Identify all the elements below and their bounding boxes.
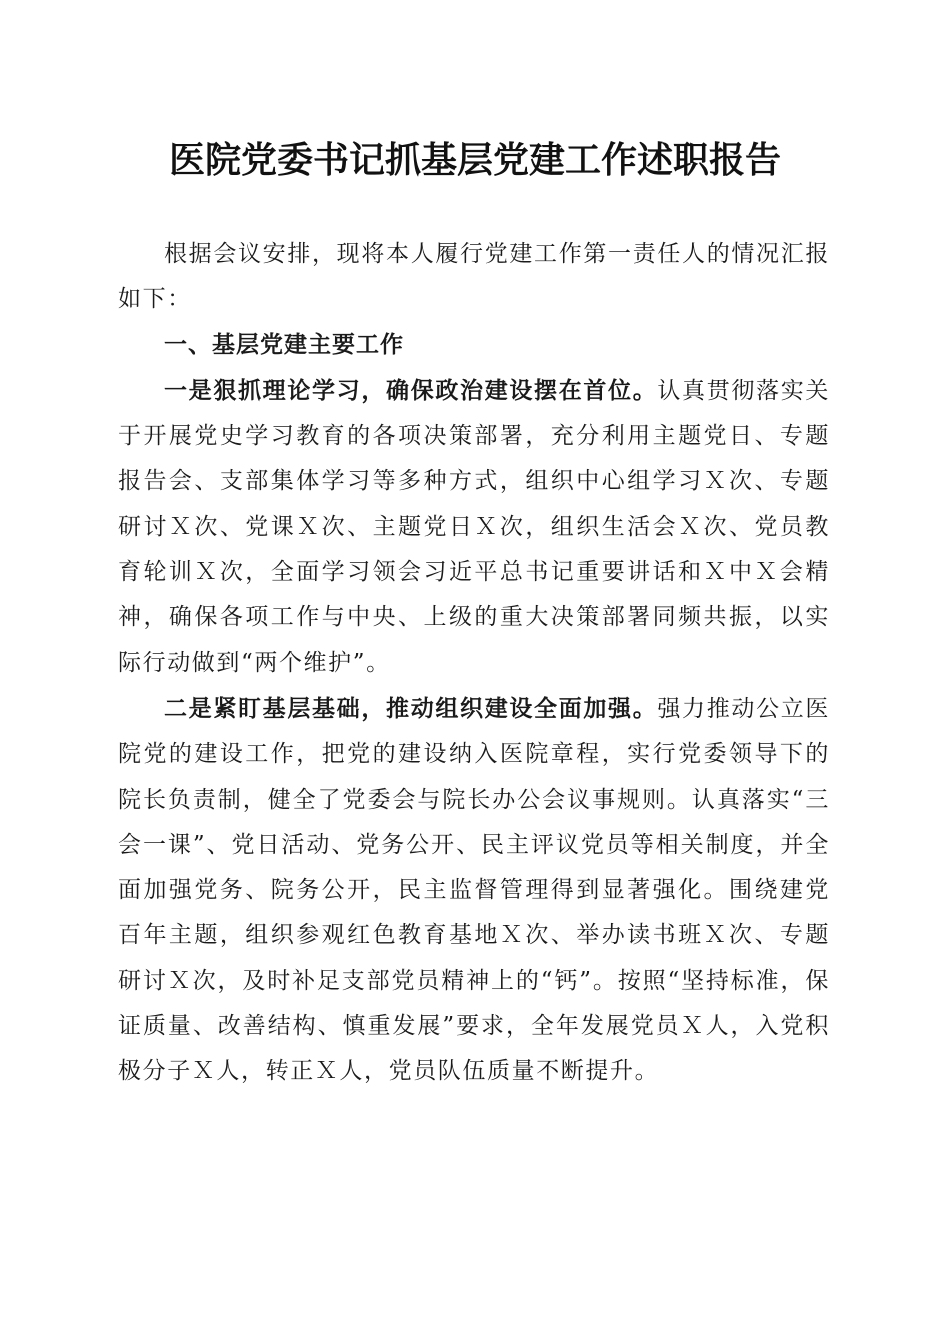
item2-lead: 二是紧盯基层基础，推动组织建设全面加强。 <box>164 694 658 722</box>
intro-paragraph: 根据会议安排，现将本人履行党建工作第一责任人的情况汇报如下： <box>118 241 830 313</box>
item1-body: 认真贯彻落实关于开展党史学习教育的各项决策部署，充分利用主题党日、专题报告会、支部集体学习等多种方式，组织中心组学习Ｘ次、专题研讨Ｘ次、党课Ｘ次、主题党日Ｘ次，组织生活会Ｘ次、党员教育轮训Ｘ次，全面学习领会习近平总书记重要讲话和Ｘ中Ｘ会精神，确保各项工作与中央、上级的重大决策部署同频共振，以实际行动做到“两个维护”。 <box>118 377 831 676</box>
item1-lead: 一是狠抓理论学习，确保政治建设摆在首位。 <box>164 376 658 404</box>
item2-paragraph <box>118 686 830 1095</box>
document-title: 医院党委书记抓基层党建工作述职报告 <box>168 139 781 181</box>
document-body <box>118 232 830 1095</box>
section-heading: 一、基层党建主要工作 <box>164 331 404 358</box>
item2-body: 强力推动公立医院党的建设工作，把党的建设纳入医院章程，实行党委领导下的院长负责制，健全了党委会与院长办公会议事规则。认真落实“三会一课”、党日活动、党务公开、民主评议党员等相关制度，并全面加强党务、院务公开，民主监督管理得到显著强化。围绕建党百年主题，组织参观红色教育基地Ｘ次、举办读书班Ｘ次、专题研讨Ｘ次，及时补足支部党员精神上的“钙”。按照“坚持标准，保证质量、改善结构、慎重发展”要求，全年发展党员Ｘ人，入党积极分子Ｘ人，转正Ｘ人，党员队伍质量不断提升。 <box>118 695 831 1085</box>
item1-paragraph <box>118 368 830 686</box>
